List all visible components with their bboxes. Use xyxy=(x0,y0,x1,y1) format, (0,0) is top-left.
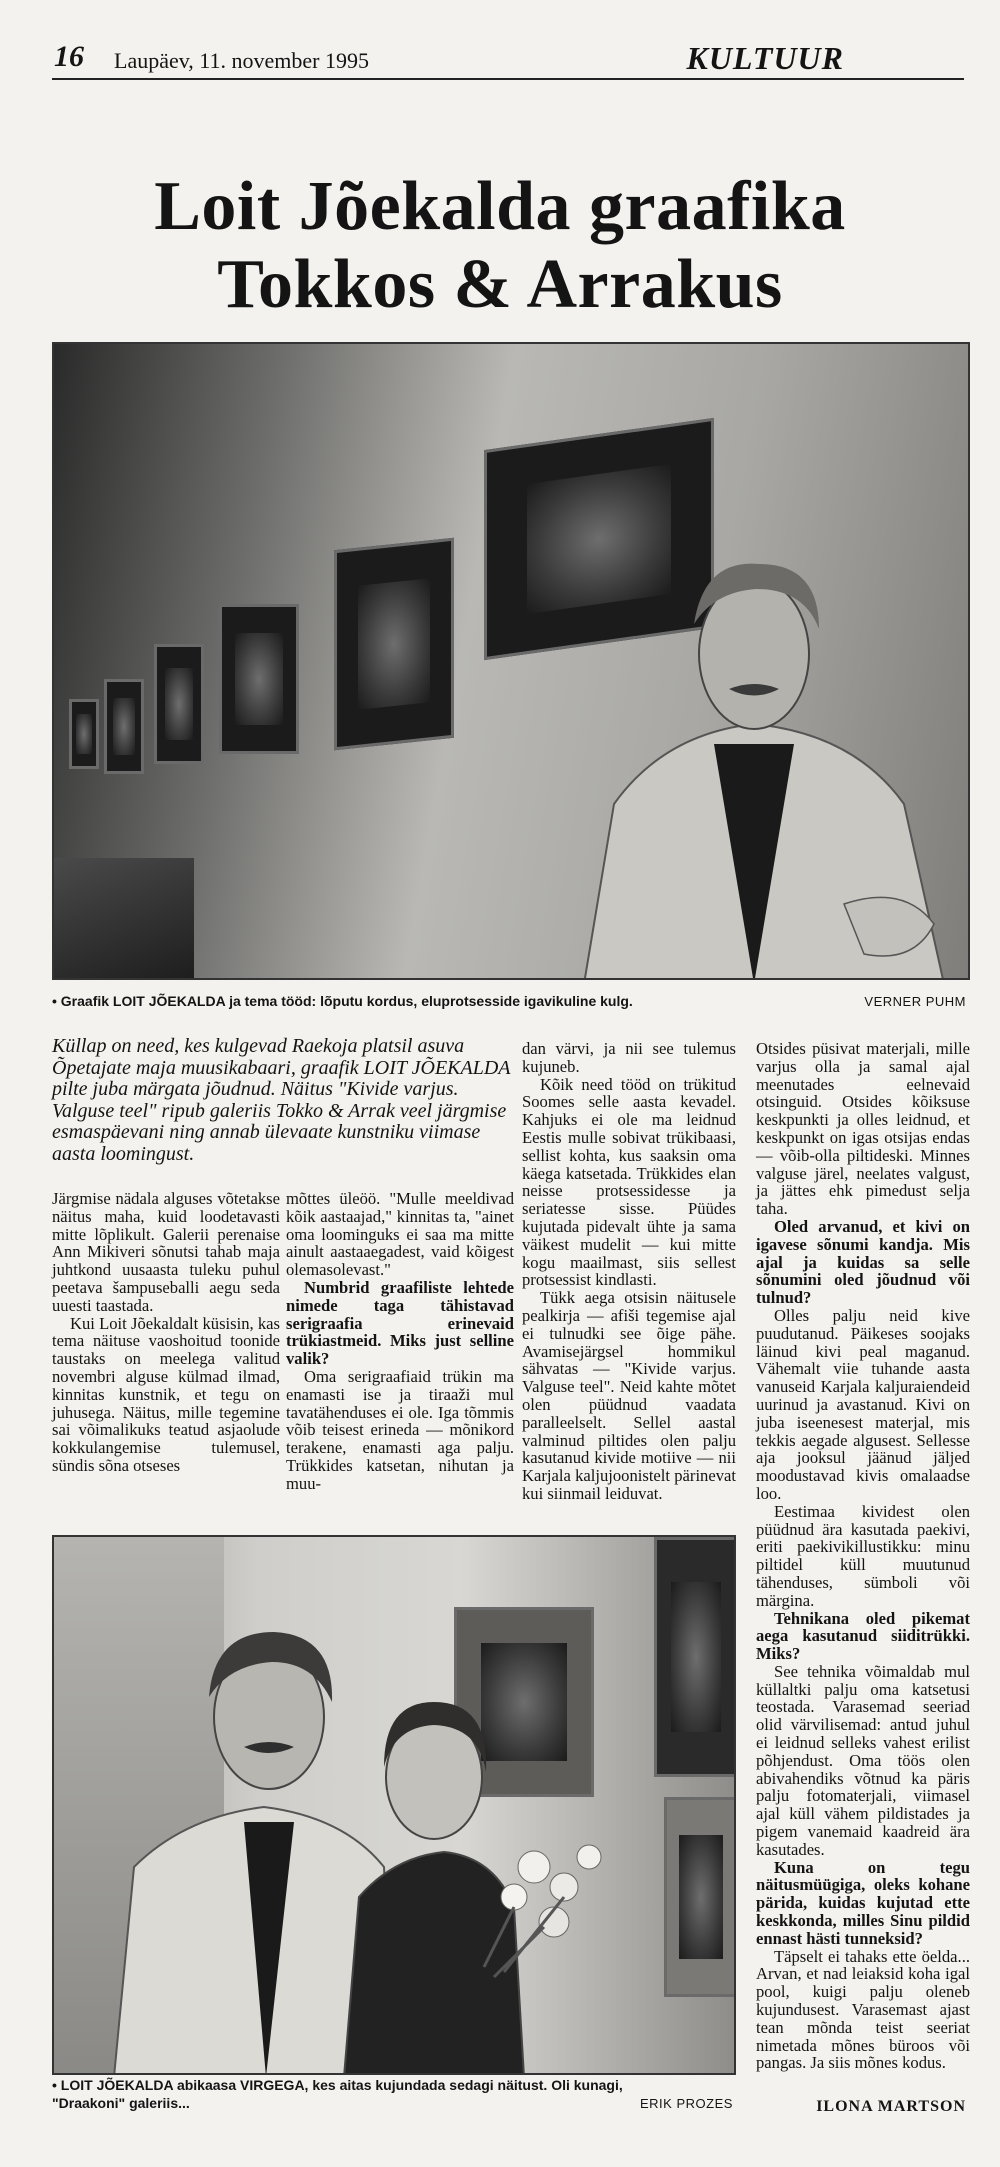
paragraph: Järgmise nädala alguses võtetakse näitus maha, kuid loodetavasti mitte lõplikult. Galerii perenaise Ann Mikiveri sõnutsi tahab maja juhtkond uusaasta tuleku puhul peetava šampuseballi aegu seda uuesti taastada. xyxy=(52,1189,280,1315)
photo1-credit: VERNER PUHM xyxy=(864,994,966,1009)
paragraph: Täpselt ei tahaks ette öelda... Arvan, et nad leiaksid koha igal pool, kuigi palju oleneb kujundusest. Varasemast ajast tean mõnda teist seeriat nimetada mõnes büroos või pangas. Ja siis mõnes kodus. xyxy=(756,1946,970,2073)
photo2-credit: ERIK PROZES xyxy=(640,2096,733,2111)
interview-question: Numbrid graafiliste lehtede nimede taga tähistavad serigraafia erinevaid trükiastmeid. Miks just selline valik? xyxy=(286,1277,514,1369)
issue-date: Laupäev, 11. november 1995 xyxy=(114,48,369,73)
interview-question: Tehnikana oled pikemat aega kasutanud siiditrükki. Miks? xyxy=(756,1608,970,1664)
page-header xyxy=(52,38,964,80)
artwork-frame xyxy=(219,604,299,754)
photo1-caption: • Graafik LOIT JÕEKALDA ja tema tööd: lõputu kordus, eluprotsesside igavikuline kulg. xyxy=(52,993,633,1009)
artist-figure xyxy=(524,504,970,980)
artwork-frame xyxy=(334,538,454,751)
artwork-frame xyxy=(654,1537,736,1777)
paragraph: See tehnika võimaldab mul küllaltki palju oma katsetusi teostada. Varasemad seeriad olid värvilisemad: antud juhul ei leidnud selleks vahest erilist põhjendust. Oma töös olen abivahendiks võtnud ka päris palju fotomaterjali, viimasel ajal küll vähem pildistades ja pigem vanemaid kaadreid ära kasutades. xyxy=(756,1661,970,1859)
author-byline: ILONA MARTSON xyxy=(816,2098,966,2115)
couple-figures xyxy=(94,1607,654,2075)
artwork-frame xyxy=(664,1797,736,1997)
photo-artist-and-wife xyxy=(52,1535,736,2075)
paragraph: Kõik need tööd on trükitud Soomes selle aasta kevadel. Kahjuks ei ole ma leidnud Eestis mulle sobivat trükibaasi, sellist kohta, kus saaksin oma käega katsetada. Trükkides elan neisse protsessidesse ja seriatesse sisse. Püüdes kujutada pidevalt ühte ja sama väikest mudelit — kui mitte kogu maailmast, siis sellest protsessist kindlasti. xyxy=(522,1074,736,1290)
text-column-4 xyxy=(756,1040,970,2072)
article-headline: Loit Jõekalda graafika Tokkos & Arrakus xyxy=(154,168,846,323)
photo2-caption: • LOIT JÕEKALDA abikaasa VIRGEGA, kes aitas kujundada sedagi näitust. Oli kunagi, "Draakoni" galeriis... xyxy=(52,2077,623,2111)
text-column-2 xyxy=(286,1190,514,1493)
article-lead: Küllap on need, kes kulgevad Raekoja platsil asuva Õpetajate maja muusikabaari, graafik LOIT JÕEKALDA pilte juba märgata jõudnud. Näitus "Kivide varjus. Valguse teel" ripub galeriis Tokko & Arrak veel järgmise esmaspäevani ning annab ülevaate kunstniku viimase aasta loomingust. xyxy=(52,1035,511,1165)
paragraph: Tükk aega otsisin näitusele pealkirja — afiši tegemise ajal ei tulnudki see õige pähe. Avamisejärgsel hommikul sähvatas — "Kivide varjus. Valguse teel". Neid kahte mõtet olen püüdnud vaadata paralleelselt. Sellel aastal valminud piltides olen palju kasutanud kivide motiive — nii Karjala kaljujoonistelt pärinevat kui siinmail leiduvat. xyxy=(522,1288,736,1503)
paragraph: mõttes üleöö. "Mulle meeldivad kõik aastaajad," kinnitas ta, "ainet oma loominguks ei saa ma mitte ainult aastaaegadest, vaid kõigest olemasolevast." xyxy=(286,1189,514,1280)
interview-question: Oled arvanud, et kivi on igavese sõnumi kandja. Mis ajal ja kuidas sa selle sõnumini oled jõudnud või tulnud? xyxy=(756,1216,970,1308)
text-column-1 xyxy=(52,1190,280,1475)
paragraph: Oma serigraafiaid trükin ma enamasti ise ja tiraaži mul tavatähenduses ei ole. Iga tõmmis võib teisest erineda — mõnikord terakene, enamasti aga palju. Trükkides katsetan, nihutan ja muu- xyxy=(286,1366,514,1493)
section-name: KULTUUR xyxy=(686,40,844,76)
paragraph: Kui Loit Jõekaldalt küsisin, kas tema näituse vaoshoitud toonide taustaks on meelega valitud novembri alguse külmad ilmad, kinnitas kunstnik, et tegu on juhusega. Näitus, mille tegemine sai võimalikuks teatud asjaolude kokkulangemise tulemusel, sündis sõna otseses xyxy=(52,1313,280,1475)
page-number: 16 xyxy=(54,40,84,73)
paragraph: Olles palju neid kive puudutanud. Päikeses soojaks läinud kivi peal maganud. Vähemalt viie tuhande aasta vanuseid Karjala kaljuraiendeid uurinud ja avastanud. Kivi on juba iseenesest materjal, mis tekkis aegade algusest. Sellesse aja jooksul jäänud jäljed moodustavad kivis omalaadse loo. xyxy=(756,1305,970,1503)
paragraph: Eestimaa kividest olen püüdnud ära kasutada paekivi, eriti paekivikillustikku: minu piltidel küll muutunud tähenduses, sümboli või märgina. xyxy=(756,1501,970,1610)
paragraph: Otsides püsivat materjali, mille varjus olla ja samal ajal meenutades eelnevaid otsinguid. Otsides kõiksuse keskpunkti ja olles leidnud, et keskpunkt on igas otsijas endas — võib-olla piltideski. Minnes valguse järel, neelates valgust, ja jättes ehk pimedust selja taha. xyxy=(756,1039,970,1219)
paragraph: dan värvi, ja nii see tulemus kujuneb. xyxy=(522,1039,736,1076)
photo-artist-gallery xyxy=(52,342,970,980)
text-column-3 xyxy=(522,1040,736,1503)
artwork-frame xyxy=(69,699,99,769)
gallery-floor xyxy=(54,858,194,978)
artwork-frame xyxy=(104,679,144,774)
artwork-frame xyxy=(154,644,204,764)
interview-question: Kuna on tegu näitusmüügiga, oleks kohane pärida, kuidas kujutad ette keskkonda, milles Sinu pildid ennast hästi tunneksid? xyxy=(756,1857,970,1948)
